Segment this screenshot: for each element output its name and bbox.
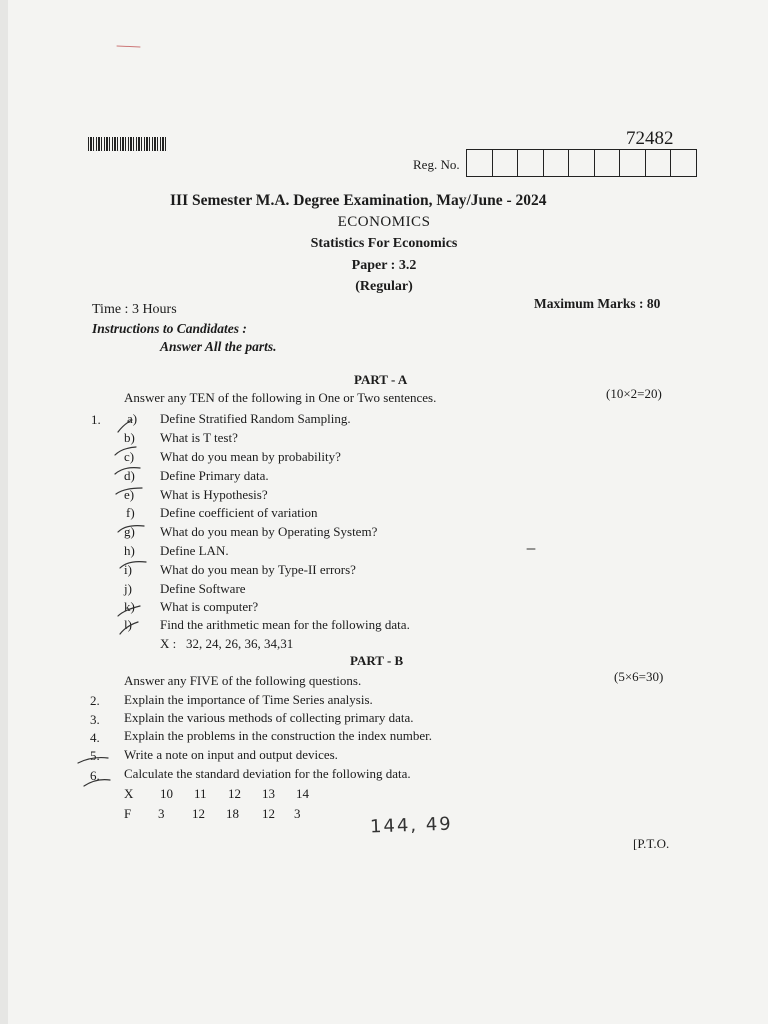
- handwritten-note: 144, 49: [369, 813, 454, 838]
- part-a-title: PART - A: [354, 372, 408, 387]
- item-label: j): [124, 581, 132, 596]
- item-label: k): [124, 599, 135, 614]
- item-label: b): [124, 430, 135, 445]
- question-number: 5.: [90, 748, 100, 763]
- question-number: 4.: [90, 730, 100, 745]
- course-title: Statistics For Economics: [310, 236, 458, 251]
- question-text: Write a note on input and output devices.: [124, 747, 338, 762]
- question-text: Explain the importance of Time Series analysis.: [124, 692, 373, 707]
- item-label: g): [124, 524, 135, 539]
- item-label: f): [126, 505, 135, 520]
- item-label: c): [124, 449, 135, 464]
- stray-mark: [117, 46, 140, 47]
- item-label: i): [124, 562, 132, 577]
- table-f-value: 12: [262, 806, 275, 821]
- item-text: Define Primary data.: [160, 468, 269, 483]
- paper-code: 72482: [626, 128, 674, 149]
- table-x-value: 10: [160, 786, 173, 801]
- pto-marker: [P.T.O.: [633, 836, 670, 851]
- table-f-value: 18: [226, 806, 239, 821]
- scan-edge: [0, 0, 8, 1024]
- subject-title: ECONOMICS: [337, 214, 431, 230]
- item-text: Define Software: [160, 581, 246, 596]
- item-text: What is computer?: [160, 599, 259, 614]
- table-x-value: 12: [228, 786, 241, 801]
- instructions-label: Instructions to Candidates :: [92, 321, 247, 336]
- question-text: Explain the problems in the construction the index number.: [124, 728, 432, 743]
- reg-no-label: Reg. No.: [413, 157, 460, 172]
- question-text: Calculate the standard deviation for the following data.: [124, 766, 411, 781]
- instructions-text: Answer All the parts.: [160, 339, 277, 354]
- item-text: What do you mean by probability?: [160, 449, 341, 464]
- part-b-instruction: Answer any FIVE of the following questions.: [124, 673, 362, 688]
- table-x-value: 11: [194, 786, 207, 801]
- item-label: d): [124, 468, 135, 483]
- table-f-value: 12: [192, 806, 205, 821]
- paper-number: Paper : 3.2: [351, 258, 417, 273]
- question-number: 6.: [90, 768, 100, 783]
- item-text: Define coefficient of variation: [160, 505, 318, 520]
- data-line: X : 32, 24, 26, 36, 34,31: [160, 636, 294, 651]
- part-b-title: PART - B: [350, 653, 404, 668]
- item-label: e): [124, 487, 135, 502]
- table-f-value: 3: [158, 806, 165, 821]
- item-text: What is Hypothesis?: [160, 487, 268, 502]
- item-text: Define Stratified Random Sampling.: [160, 411, 351, 426]
- time-allowed: Time : 3 Hours: [92, 302, 177, 317]
- question-number: 2.: [90, 693, 100, 708]
- maximum-marks: Maximum Marks : 80: [534, 296, 661, 311]
- item-text: Define LAN.: [160, 543, 229, 558]
- item-text: What do you mean by Type-II errors?: [160, 562, 356, 577]
- table-x-value: 13: [262, 786, 275, 801]
- question-number: 3.: [90, 712, 100, 727]
- part-a-instruction: Answer any TEN of the following in One or Two sentences.: [124, 390, 437, 405]
- exam-title: III Semester M.A. Degree Examination, May/June - 2024: [170, 192, 547, 209]
- table-f-label: F: [124, 806, 132, 821]
- reg-no-boxes: [466, 149, 697, 177]
- item-text: What is T test?: [160, 430, 238, 445]
- table-x-value: 14: [296, 786, 309, 801]
- item-label: h): [124, 543, 135, 558]
- item-label: a): [127, 411, 138, 426]
- question-number: 1.: [91, 412, 101, 427]
- table-f-value: 3: [294, 806, 301, 821]
- table-x-label: X: [124, 786, 134, 801]
- part-b-marks: (5×6=30): [614, 669, 664, 684]
- item-label: l): [124, 617, 132, 632]
- item-text: What do you mean by Operating System?: [160, 524, 378, 539]
- part-a-marks: (10×2=20): [606, 386, 662, 401]
- question-text: Explain the various methods of collecting primary data.: [124, 710, 414, 725]
- barcode: [88, 137, 168, 151]
- item-text: Find the arithmetic mean for the following data.: [160, 617, 410, 632]
- paper-type: (Regular): [355, 279, 413, 294]
